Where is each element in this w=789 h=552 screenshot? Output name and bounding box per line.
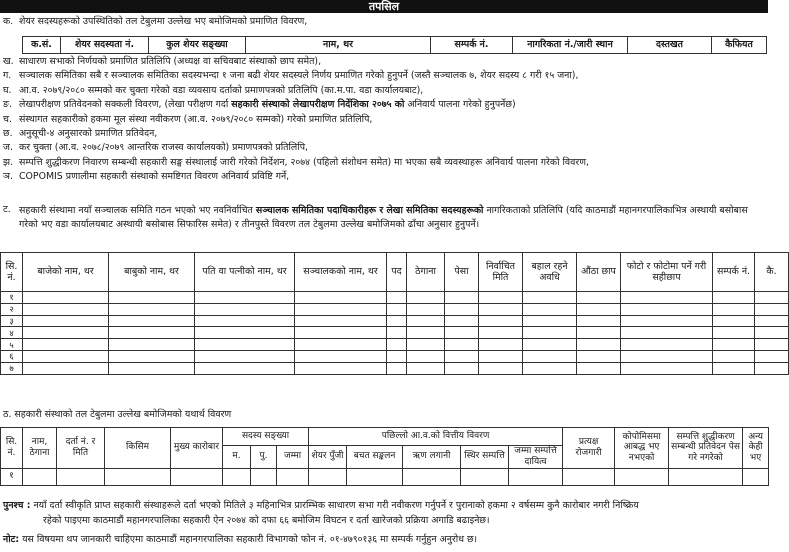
cooperative-details-table <box>0 427 769 486</box>
item-letter: छ. <box>3 127 13 139</box>
table-cell <box>295 339 387 351</box>
table-cell <box>23 327 109 339</box>
table-cell <box>713 339 755 351</box>
table-cell <box>479 327 523 339</box>
table-row <box>1 303 789 315</box>
column-header: स्थिर सम्पत्ति <box>461 446 509 469</box>
table-cell <box>577 350 621 362</box>
table-cell <box>57 468 105 485</box>
page-title: तपसिल <box>0 0 768 13</box>
table-cell <box>407 315 445 327</box>
item-letter: घ. <box>3 84 12 96</box>
column-header: सम्पर्क नं. <box>431 37 513 54</box>
table-cell <box>109 303 195 315</box>
column-header: नागरिकता नं./जारी स्थान <box>513 37 628 54</box>
table-cell <box>171 468 223 485</box>
table-cell <box>523 303 577 315</box>
table-row <box>1 362 789 374</box>
table-cell <box>295 292 387 304</box>
table-row <box>1 327 789 339</box>
column-header: पति वा पत्नीको नाम, थर <box>195 253 295 292</box>
column-header: औंठा छाप <box>577 253 621 292</box>
item-letter: ग. <box>3 70 12 82</box>
intro-text: शेयर सदस्यहरूको उपस्थितिको तल टेबुलमा उल्लेख भए बमोजिमको प्रमाणित विवरण, <box>19 16 308 27</box>
table-cell <box>479 303 523 315</box>
table-cell <box>523 339 577 351</box>
table-cell <box>713 292 755 304</box>
row-number: ५ <box>1 339 23 351</box>
table-cell <box>23 315 109 327</box>
table-cell <box>615 468 669 485</box>
item-text: संस्थागत सहकारीको हकमा मूल संस्था नवीकरण (आ.व. २०७९/२०८० सम्मको) गरेको प्रमाणित प्रतिलिपि, <box>19 113 373 125</box>
table-cell <box>109 315 195 327</box>
item-letter: ख. <box>3 56 14 67</box>
column-header: शेयर पुँजी <box>309 446 347 469</box>
column-header: प्रत्यक्ष रोजगारी <box>563 428 615 469</box>
footnote-text: नयाँ दर्ता स्वीकृति प्राप्त सहकारी संस्थाहरूले दर्ता भएको मितिले ३ महिनाभित्र प्रारम्भिक साधारण सभा गरी नवीकरण गर्नुपर्ने र पुरानाको हकमा २ वर्षसम्म कुनै कारोबार नगरी निष्क्रिय <box>33 500 639 511</box>
table-cell <box>577 327 621 339</box>
table-cell <box>713 315 755 327</box>
column-header: फोटो र फोटोमा पर्ने गरी सहीछाप <box>621 253 713 292</box>
table-cell <box>347 468 403 485</box>
table-cell <box>713 362 755 374</box>
column-group-header: सदस्य सङ्ख्या <box>223 428 309 446</box>
table-cell <box>23 339 109 351</box>
footnote-text: यस विषयमा थप जानकारी चाहिएमा काठमाडौं महानगरपालिका सहकारी विभागको फोन नं. ०१-४७९०१३६ मा सम्पर्क गर्नुहुन अनुरोध छ। <box>22 534 478 545</box>
table-cell <box>479 339 523 351</box>
table-cell <box>577 315 621 327</box>
board-members-table <box>0 252 789 375</box>
table-cell <box>387 362 407 374</box>
item-text: साधारण सभाको निर्णयको प्रमाणित प्रतिलिपि (अध्यक्ष वा सचिवबाट संस्थाको छाप समेत), <box>19 56 322 67</box>
table-cell <box>755 303 789 315</box>
row-number: ३ <box>1 315 23 327</box>
intro-letter: क. <box>3 16 14 27</box>
row-number: १ <box>1 292 23 304</box>
attendance-table <box>22 36 767 54</box>
item-letter: च. <box>3 113 12 125</box>
table-cell <box>479 362 523 374</box>
list-item <box>0 128 768 142</box>
column-header: दस्तखत <box>628 37 712 54</box>
table-cell <box>295 327 387 339</box>
column-header: बचत सङ्कलन <box>347 446 403 469</box>
table-cell <box>445 327 479 339</box>
table-cell <box>387 315 407 327</box>
row-number: ७ <box>1 362 23 374</box>
table-cell <box>445 350 479 362</box>
footnote-continuation <box>3 515 765 526</box>
table-cell <box>407 327 445 339</box>
list-item <box>0 157 768 171</box>
details-header-row-1 <box>1 428 769 446</box>
table-cell <box>251 468 277 485</box>
table-cell <box>445 339 479 351</box>
table-cell <box>387 292 407 304</box>
table-cell <box>295 315 387 327</box>
table-cell <box>195 339 295 351</box>
table-cell <box>445 292 479 304</box>
para-text: सहकारी संस्थामा नयाँ सञ्चालक समिति गठन भएको भए नवनिर्वाचित सञ्चालक समितिका पदाधिकारीहरू र लेखा समितिका सदस्यहरूको नागरिकताको प्रतिलिपि (यदि काठमाडौं महानगरपालिकाभित्र अस्थायी बसोबास गरेको भए वडा कार्यालयबाट अस्थायी बसोबास सिफारिस समेत) र तीनपुस्ते विवरण तल टेबुलमा उल्लेख बमोजिमको ढाँचा अनुसार हुनुपर्ने। <box>19 205 748 231</box>
table-cell <box>523 327 577 339</box>
column-header: सञ्चालकको नाम, थर <box>295 253 387 292</box>
column-header: किसिम <box>105 428 171 469</box>
item-letter: ञ. <box>3 171 13 183</box>
column-header: म. <box>223 446 251 469</box>
table-cell <box>109 339 195 351</box>
table-cell <box>23 468 57 485</box>
table-cell <box>743 468 769 485</box>
table-cell <box>407 303 445 315</box>
table-cell <box>105 468 171 485</box>
table-cell <box>23 292 109 304</box>
table-cell <box>755 362 789 374</box>
item-text: अनुसूची-४ अनुसारको प्रमाणित प्रतिवेदन, <box>19 127 158 139</box>
item-letter: ङ. <box>3 99 12 111</box>
column-header: कै. <box>755 253 789 292</box>
table-cell <box>195 327 295 339</box>
column-header: सि. नं. <box>1 253 23 292</box>
column-header: कैफियत <box>712 37 767 54</box>
table-row <box>1 339 789 351</box>
column-header: सम्पत्ति शुद्धीकरण सम्बन्धी प्रतिवेदन पेस गरे नगरेको <box>669 428 743 469</box>
table-cell <box>755 292 789 304</box>
table-cell <box>577 362 621 374</box>
item-letter: ज. <box>3 142 13 154</box>
table-row <box>1 350 789 362</box>
section-heading: ठ. सहकारी संस्थाको तल टेबुलमा उल्लेख बमोजिमको यथार्थ विवरण <box>3 409 232 420</box>
table-cell <box>403 468 461 485</box>
table-cell <box>461 468 509 485</box>
table-cell <box>109 362 195 374</box>
table-cell <box>295 350 387 362</box>
column-group-header: पछिल्लो आ.व.को वित्तीय विवरण <box>309 428 563 446</box>
table-cell <box>621 292 713 304</box>
table-cell <box>755 315 789 327</box>
column-header: सम्पर्क नं. <box>713 253 755 292</box>
table-cell <box>23 350 109 362</box>
table-cell <box>713 327 755 339</box>
table-cell <box>621 315 713 327</box>
footnote-note <box>3 534 765 545</box>
column-header: नाम, ठेगाना <box>23 428 57 469</box>
column-header: नाम, थर <box>246 37 431 54</box>
table-cell <box>387 350 407 362</box>
table-cell <box>577 339 621 351</box>
column-header: दर्ता नं. र मिति <box>57 428 105 469</box>
column-header: बहाल रहने अवधि <box>523 253 577 292</box>
table-cell <box>23 362 109 374</box>
item-letter: झ. <box>3 156 14 168</box>
item-text: लेखापरीक्षण प्रतिवेदनको सक्कली विवरण, (लेखा परीक्षण गर्दा सहकारी संस्थाको लेखापरीक्षण निर्देशिका २०७५ को अनिवार्य पालना गरेको हुनुपर्नेछ) <box>19 99 516 111</box>
table-cell <box>509 468 563 485</box>
column-header: कुल शेयर सङ्ख्या <box>149 37 246 54</box>
table-cell <box>309 468 347 485</box>
item-text: आ.व. २०७९/२०८० सम्मको कर चुक्ता गरेको वडा व्यवसाय दर्ताको प्रमाणपत्रको प्रतिलिपि (का.म.पा. वडा कार्यालयबाट), <box>19 84 424 96</box>
intro-line <box>0 16 768 30</box>
table-row <box>1 468 769 485</box>
table-cell <box>621 362 713 374</box>
table-cell <box>479 315 523 327</box>
table-cell <box>387 327 407 339</box>
row-number: २ <box>1 303 23 315</box>
table-cell <box>563 468 615 485</box>
table-cell <box>195 303 295 315</box>
table-cell <box>669 468 743 485</box>
column-header: जम्मा सम्पत्ति दायित्व <box>509 446 563 469</box>
table-cell <box>523 350 577 362</box>
table-cell <box>755 339 789 351</box>
para-letter: ट. <box>3 204 11 215</box>
column-header: कोपोमिसमा आबद्ध भए नभएको <box>615 428 669 469</box>
table-cell <box>407 362 445 374</box>
table-cell <box>523 292 577 304</box>
table-cell <box>109 292 195 304</box>
item-text: कर चुक्ता (आ.व. २०७८/२०७९ आन्तरिक राजस्व कार्यालयको) प्रमाणपत्रको प्रतिलिपि, <box>19 142 309 154</box>
table-cell <box>479 350 523 362</box>
list-item <box>0 142 768 156</box>
table-cell <box>295 303 387 315</box>
column-header: पेसा <box>445 253 479 292</box>
table-cell <box>195 350 295 362</box>
footnote-postscript <box>3 500 765 511</box>
table-cell <box>445 362 479 374</box>
table-cell <box>523 362 577 374</box>
table-row <box>1 315 789 327</box>
table-cell <box>387 339 407 351</box>
table-cell <box>407 339 445 351</box>
board-header-row <box>1 253 789 292</box>
column-header: शेयर सदस्यता नं. <box>61 37 149 54</box>
column-header: ठेगाना <box>407 253 445 292</box>
table-cell <box>445 303 479 315</box>
table-cell <box>713 350 755 362</box>
footnote-label: नोट: <box>3 534 20 545</box>
table-cell <box>577 292 621 304</box>
column-header: सि. नं. <box>1 428 23 469</box>
table-cell <box>295 362 387 374</box>
column-header: क.सं. <box>23 37 61 54</box>
table-row <box>1 292 789 304</box>
table-cell <box>277 468 309 485</box>
column-header: पद <box>387 253 407 292</box>
table-cell <box>223 468 251 485</box>
item-text: सञ्चालक समितिका सबै र सञ्चालक समितिका सदस्यभन्दा १ जना बढी शेयर सदस्यले निर्णय प्रमाणित गरेको हुनुपर्ने (जस्तै सञ्चालक ७, शेयर सदस्य ८ गरी १५ जना), <box>19 70 579 82</box>
row-number: ६ <box>1 350 23 362</box>
list-item <box>0 56 768 70</box>
list-item <box>0 99 768 113</box>
table-cell <box>621 339 713 351</box>
list-item <box>0 70 768 84</box>
list-item <box>0 171 768 185</box>
column-header: अन्य केही भए <box>743 428 769 469</box>
table-cell <box>621 350 713 362</box>
table-cell <box>23 303 109 315</box>
column-header: बाजेको नाम, थर <box>23 253 109 292</box>
board-table-body <box>1 292 789 375</box>
requirement-list <box>0 56 768 186</box>
list-item <box>0 114 768 128</box>
table-cell <box>577 303 621 315</box>
column-header: पु. <box>251 446 277 469</box>
column-header: मुख्य कारोबार <box>171 428 223 469</box>
column-header: निर्वाचित मिति <box>479 253 523 292</box>
table-cell <box>195 292 295 304</box>
table-cell <box>621 303 713 315</box>
table-cell <box>387 303 407 315</box>
table-cell <box>523 315 577 327</box>
table-cell <box>195 362 295 374</box>
table-cell <box>755 327 789 339</box>
table-cell <box>713 303 755 315</box>
row-number: १ <box>1 468 23 485</box>
list-item <box>0 85 768 99</box>
table-cell <box>407 292 445 304</box>
footnote-text: रहेको पाइएमा काठमाडौं महानगरपालिका सहकारी ऐन २०७४ को दफा ६६ बमोजिम विघटन र दर्ता खारेजको प्रक्रिया अगाडि बढाइनेछ। <box>43 515 490 526</box>
table-cell <box>109 350 195 362</box>
column-header: बाबुको नाम, थर <box>109 253 195 292</box>
column-header: जम्मा <box>277 446 309 469</box>
table-cell <box>479 292 523 304</box>
table-cell <box>407 350 445 362</box>
table-cell <box>195 315 295 327</box>
item-text: COPOMIS प्रणालीमा सहकारी संस्थाको समष्टिगत विवरण अनिवार्य प्रविष्टि गर्ने, <box>19 171 290 183</box>
table-cell <box>755 350 789 362</box>
item-text: सम्पत्ति शुद्धीकरण निवारण सम्बन्धी सहकारी सङ्घ संस्थालाई जारी गरेको निर्देशन, २०७४ (पहिलो संशोधन समेत) मा भएका सबै व्यवस्थाहरू अनिवार्य पालना गरेको विवरण, <box>19 156 589 168</box>
table-cell <box>621 327 713 339</box>
footnote-label: पुनश्च : <box>3 500 31 511</box>
column-header: ऋण लगानी <box>403 446 461 469</box>
table-cell <box>445 315 479 327</box>
row-number: ४ <box>1 327 23 339</box>
table-cell <box>109 327 195 339</box>
board-paragraph <box>0 204 768 247</box>
attendance-header-row <box>23 37 767 54</box>
